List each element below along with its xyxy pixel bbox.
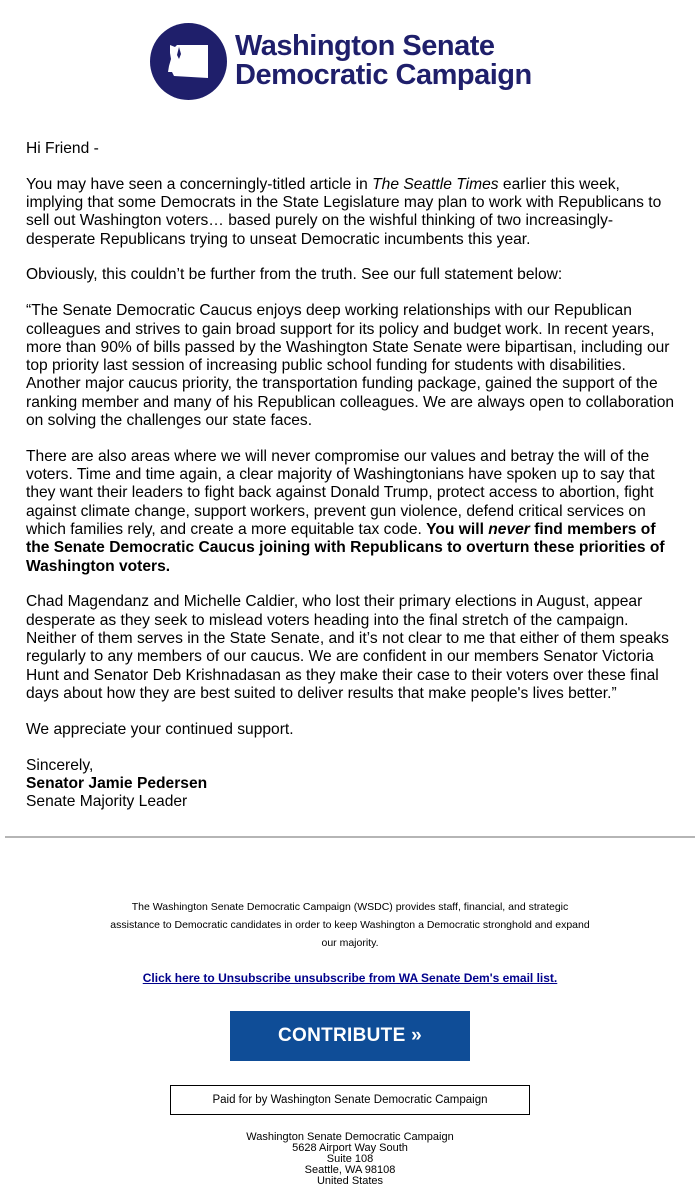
- footer-blurb: The Washington Senate Democratic Campaign (WSDC) provides staff, financial, and strategic assistance to Democratic candidates in order to keep Washington a Democratic stronghold and expand our majority.: [110, 901, 590, 949]
- bold-text-b: find members of the Senate Democratic Caucus joining with Republicans to overturn these priorities of Washington voters.: [26, 521, 665, 575]
- greeting: Hi Friend -: [26, 140, 99, 157]
- signature-block: [26, 757, 680, 812]
- paid-for-disclaimer: Paid for by Washington Senate Democratic Campaign: [170, 1085, 530, 1115]
- email-header: [0, 0, 700, 110]
- email-body: [26, 140, 680, 811]
- divider: [5, 836, 695, 838]
- paragraph-1-text-a: You may have seen a concerningly-titled article in: [26, 175, 373, 193]
- address-line: Seattle, WA 98108: [304, 1164, 396, 1176]
- logo-line-1: Washington Senate: [235, 30, 495, 62]
- logo-wordmark: [235, 32, 532, 90]
- closing: Sincerely,: [26, 756, 94, 774]
- mailing-address: [0, 1132, 700, 1187]
- contribute-button[interactable]: CONTRIBUTE »: [230, 1011, 470, 1061]
- bold-text-a: You will: [426, 521, 489, 539]
- publication-name: The Seattle Times: [372, 175, 499, 193]
- address-line: Washington Senate Democratic Campaign: [246, 1131, 454, 1143]
- unsubscribe-row: [0, 971, 700, 985]
- paragraph-5: Chad Magendanz and Michelle Caldier, who lost their primary elections in August, appear desperate as they seek to mislead voters heading into the final stretch of the campaign. Neither of them serves in the State Senate, and it’s not clear to me that either of them speaks regularly to any members of our caucus. We are confident in our members Senator Victoria Hunt and Senator Deb Krishnadasan as they make their case to their voters over these final days about how they are best suited to deliver results that make people's lives better.”: [26, 593, 669, 702]
- bold-emphasis: never: [488, 521, 530, 539]
- paragraph-4-text: There are also areas where we will never compromise our values and betray the will of the voters. Time and time again, a clear majority of Washingtonians have spoken up to say that they want their leaders to fight back against Donald Trump, protect access to abortion, fight against climate change, support workers, prevent gun violence, defend critical services on which families rely, and create a more equitable tax code.: [26, 447, 655, 539]
- unsubscribe-link[interactable]: Click here to Unsubscribe unsubscribe from WA Senate Dem's email list.: [142, 971, 558, 985]
- paragraph-3: “The Senate Democratic Caucus enjoys deep working relationships with our Republican colleagues and strives to gain broad support for its policy and budget work. In recent years, more than 90% of bills passed by the Washington State Senate were bipartisan, including our top priority last session of increasing public school funding for students with disabilities. Another major caucus priority, the transportation funding package, gained the support of the ranking member and many of his Republican colleagues. We are always open to collaboration on solving the challenges our state faces.: [26, 302, 675, 430]
- logo-line-2: Democratic Campaign: [235, 59, 532, 91]
- signer-name: Senator Jamie Pedersen: [26, 774, 208, 792]
- paragraph-2: Obviously, this couldn’t be further from the truth. See our full statement below:: [26, 266, 563, 284]
- washington-state-logo-icon: [150, 23, 227, 100]
- paragraph-1-text-b: earlier this week, implying that some Democrats in the State Legislature may plan to work with Republicans to sell out Washington voters… based purely on the wishful thinking of two increasingly-desperate Republicans trying to unseat Democratic incumbents this year.: [26, 175, 662, 248]
- address-line: United States: [316, 1175, 384, 1187]
- paragraph-4: [26, 448, 680, 576]
- signer-title: Senate Majority Leader: [26, 793, 188, 811]
- address-line: Suite 108: [326, 1153, 374, 1165]
- paragraph-1: [26, 176, 680, 249]
- paragraph-6: We appreciate your continued support.: [26, 720, 294, 738]
- address-line: 5628 Airport Way South: [292, 1142, 408, 1154]
